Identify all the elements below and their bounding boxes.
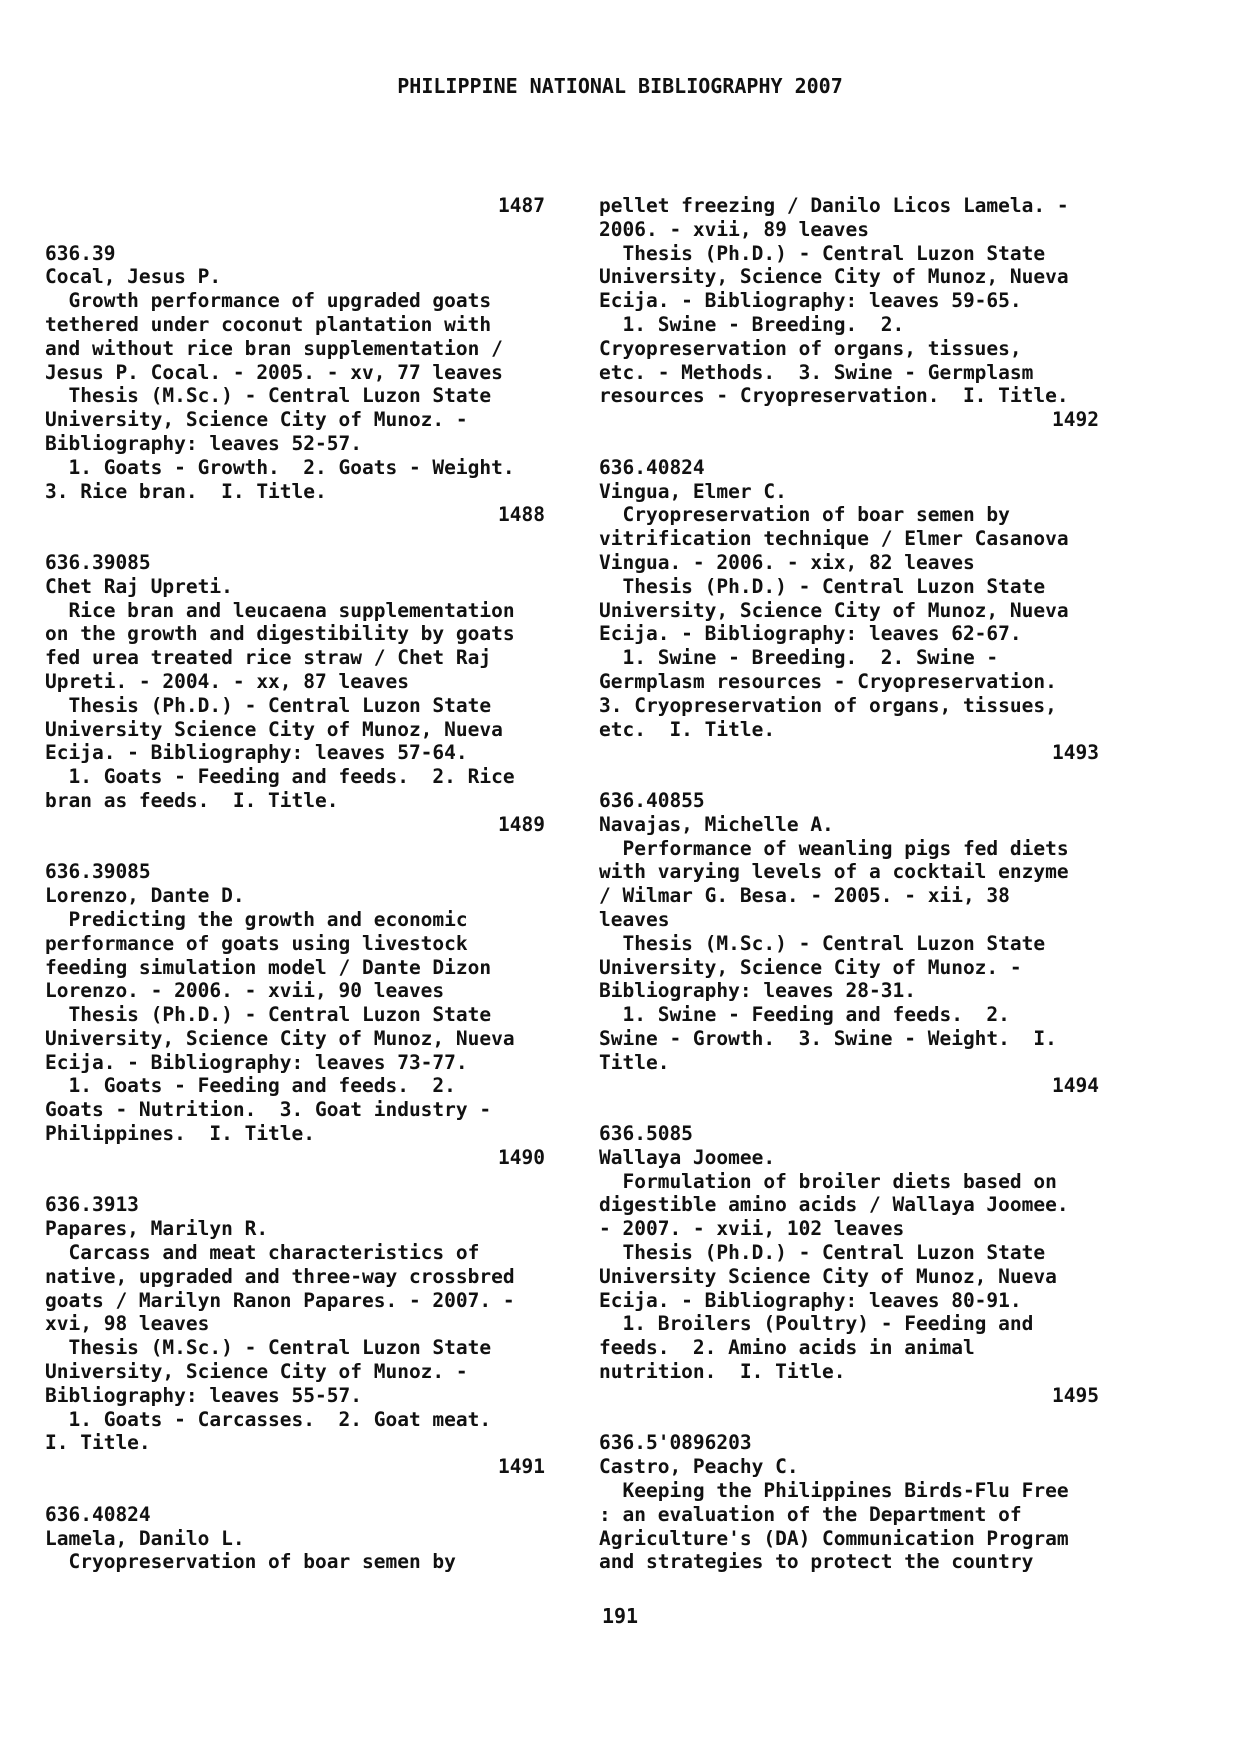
bibliography-line: Germplasm resources - Cryopreservation.: [599, 669, 1057, 693]
bibliography-line: Thesis (Ph.D.) - Central Luzon State: [599, 1241, 1046, 1265]
bibliography-line: 636.39: [45, 241, 116, 265]
bibliography-line: Chet Raj Upreti.: [45, 574, 233, 598]
bibliography-line: 636.40855: [599, 788, 705, 812]
entry-number: 1494: [1052, 1074, 1099, 1098]
bibliography-line: Thesis (Ph.D.) - Central Luzon State: [45, 1003, 492, 1027]
bibliography-line: Vingua. - 2006. - xix, 82 leaves: [599, 550, 975, 574]
bibliography-line: Thesis (M.Sc.) - Central Luzon State: [599, 931, 1046, 955]
bibliography-line: I. Title.: [45, 1431, 151, 1455]
bibliography-line: Thesis (Ph.D.) - Central Luzon State: [599, 241, 1046, 265]
bibliography-line: Upreti. - 2004. - xx, 87 leaves: [45, 669, 409, 693]
page-header: PHILIPPINE NATIONAL BIBLIOGRAPHY 2007: [397, 74, 843, 98]
bibliography-line: Predicting the growth and economic: [45, 907, 468, 931]
bibliography-line: Thesis (Ph.D.) - Central Luzon State: [599, 574, 1046, 598]
bibliography-line: Swine - Growth. 3. Swine - Weight. I.: [599, 1026, 1057, 1050]
bibliography-line: [45, 837, 545, 861]
bibliography-line: Title.: [599, 1050, 670, 1074]
bibliography-line: native, upgraded and three-way crossbred: [45, 1264, 515, 1288]
bibliography-line: 636.3913: [45, 1193, 139, 1217]
bibliography-line: 636.39085: [45, 550, 151, 574]
entry-number: 1489: [498, 812, 545, 836]
bibliography-line: Thesis (Ph.D.) - Central Luzon State: [45, 693, 492, 717]
bibliography-line: University, Science City of Munoz. -: [45, 408, 468, 432]
bibliography-line: University, Science City of Munoz. -: [45, 1360, 468, 1384]
bibliography-line: 636.40824: [599, 455, 705, 479]
bibliography-line: 636.5'0896203: [599, 1431, 752, 1455]
bibliography-line: [599, 1098, 1099, 1122]
bibliography-line: Cocal, Jesus P.: [45, 265, 222, 289]
bibliography-line: Bibliography: leaves 52-57.: [45, 431, 362, 455]
bibliography-line: on the growth and digestibility by goats: [45, 622, 515, 646]
bibliography-line: etc. - Methods. 3. Swine - Germplasm: [599, 360, 1034, 384]
bibliography-line: digestible amino acids / Wallaya Joomee.: [599, 1193, 1069, 1217]
bibliography-line: University, Science City of Munoz, Nueva: [45, 1026, 515, 1050]
bibliography-line: nutrition. I. Title.: [599, 1360, 846, 1384]
bibliography-line: Vingua, Elmer C.: [599, 479, 787, 503]
bibliography-line: tethered under coconut plantation with: [45, 312, 492, 336]
bibliography-line: Agriculture's (DA) Communication Program: [599, 1526, 1069, 1550]
entry-number: 1493: [1052, 741, 1099, 765]
bibliography-line: Jesus P. Cocal. - 2005. - xv, 77 leaves: [45, 360, 503, 384]
bibliography-line: [45, 1479, 545, 1503]
bibliography-line: [599, 765, 1099, 789]
bibliography-line: Philippines. I. Title.: [45, 1122, 316, 1146]
bibliography-line: 1. Goats - Carcasses. 2. Goat meat.: [45, 1407, 492, 1431]
bibliography-line: feeding simulation model / Dante Dizon: [45, 955, 492, 979]
bibliography-line: University Science City of Munoz, Nueva: [45, 717, 503, 741]
bibliography-line: Ecija. - Bibliography: leaves 59-65.: [599, 289, 1022, 313]
bibliography-line: Wallaya Joomee.: [599, 1145, 776, 1169]
bibliography-line: Goats - Nutrition. 3. Goat industry -: [45, 1098, 492, 1122]
bibliography-line: Cryopreservation of boar semen by: [45, 1550, 456, 1574]
bibliography-line: Thesis (M.Sc.) - Central Luzon State: [45, 384, 492, 408]
page-number: 191: [601, 1604, 639, 1628]
bibliography-line: 1. Goats - Feeding and feeds. 2.: [45, 1074, 456, 1098]
bibliography-line: vitrification technique / Elmer Casanova: [599, 527, 1069, 551]
bibliography-line: etc. I. Title.: [599, 717, 776, 741]
bibliography-line: bran as feeds. I. Title.: [45, 788, 339, 812]
bibliography-line: Ecija. - Bibliography: leaves 73-77.: [45, 1050, 468, 1074]
entry-number: 1495: [1052, 1383, 1099, 1407]
entry-number: 1487: [498, 194, 545, 217]
bibliography-line: Thesis (M.Sc.) - Central Luzon State: [45, 1336, 492, 1360]
bibliography-line: resources - Cryopreservation. I. Title.: [599, 384, 1069, 408]
bibliography-line: Growth performance of upgraded goats: [45, 289, 492, 313]
entry-number: 1488: [498, 503, 545, 527]
bibliography-line: fed urea treated rice straw / Chet Raj: [45, 646, 492, 670]
bibliography-line: Formulation of broiler diets based on: [599, 1169, 1057, 1193]
bibliography-line: 1. Broilers (Poultry) - Feeding and: [599, 1312, 1034, 1336]
bibliography-line: Ecija. - Bibliography: leaves 80-91.: [599, 1288, 1022, 1312]
bibliography-line: 1. Goats - Feeding and feeds. 2. Rice: [45, 765, 515, 789]
entry-number: 1490: [498, 1145, 545, 1169]
bibliography-line: University, Science City of Munoz. -: [599, 955, 1022, 979]
bibliography-line: Lamela, Danilo L.: [45, 1526, 245, 1550]
bibliography-line: 1. Swine - Breeding. 2. Swine -: [599, 646, 999, 670]
bibliography-line: Ecija. - Bibliography: leaves 57-64.: [45, 741, 468, 765]
bibliography-line: University, Science City of Munoz, Nueva: [599, 598, 1069, 622]
bibliography-line: / Wilmar G. Besa. - 2005. - xii, 38: [599, 884, 1010, 908]
bibliography-line: pellet freezing / Danilo Licos Lamela. -: [599, 194, 1069, 217]
bibliography-line: feeds. 2. Amino acids in animal: [599, 1336, 975, 1360]
bibliography-line: Papares, Marilyn R.: [45, 1217, 269, 1241]
bibliography-line: 636.39085: [45, 860, 151, 884]
bibliography-line: with varying levels of a cocktail enzyme: [599, 860, 1069, 884]
bibliography-line: 2006. - xvii, 89 leaves: [599, 217, 870, 241]
bibliography-line: [45, 527, 545, 551]
bibliography-line: Cryopreservation of organs, tissues,: [599, 336, 1022, 360]
bibliography-line: University, Science City of Munoz, Nueva: [599, 265, 1069, 289]
bibliography-line: 636.5085: [599, 1122, 693, 1146]
bibliography-line: goats / Marilyn Ranon Papares. - 2007. -: [45, 1288, 515, 1312]
bibliography-line: 1. Swine - Feeding and feeds. 2.: [599, 1003, 1010, 1027]
bibliography-line: and strategies to protect the country: [599, 1550, 1034, 1574]
bibliography-line: University Science City of Munoz, Nueva: [599, 1264, 1057, 1288]
bibliography-line: Keeping the Philippines Birds-Flu Free: [599, 1479, 1069, 1503]
entry-number: 1492: [1052, 408, 1099, 432]
bibliography-line: Ecija. - Bibliography: leaves 62-67.: [599, 622, 1022, 646]
bibliography-line: [45, 1170, 545, 1194]
bibliography-line: Lorenzo. - 2006. - xvii, 90 leaves: [45, 979, 445, 1003]
right-column: [599, 194, 1099, 1574]
bibliography-line: Performance of weanling pigs fed diets: [599, 836, 1069, 860]
bibliography-line: Bibliography: leaves 28-31.: [599, 979, 916, 1003]
bibliography-line: 3. Rice bran. I. Title.: [45, 479, 327, 503]
bibliography-line: performance of goats using livestock: [45, 931, 468, 955]
bibliography-line: 1. Swine - Breeding. 2.: [599, 312, 905, 336]
bibliography-line: [599, 1408, 1099, 1432]
bibliography-line: Lorenzo, Dante D.: [45, 884, 245, 908]
bibliography-line: Castro, Peachy C.: [599, 1455, 799, 1479]
bibliography-line: Bibliography: leaves 55-57.: [45, 1383, 362, 1407]
bibliography-line: xvi, 98 leaves: [45, 1312, 210, 1336]
bibliography-line: - 2007. - xvii, 102 leaves: [599, 1217, 905, 1241]
bibliography-line: leaves: [599, 907, 670, 931]
left-column: [45, 194, 545, 1574]
bibliography-line: Rice bran and leucaena supplementation: [45, 598, 515, 622]
bibliography-line: 636.40824: [45, 1502, 151, 1526]
entry-number: 1491: [498, 1455, 545, 1479]
bibliography-line: Navajas, Michelle A.: [599, 812, 834, 836]
bibliography-line: 1. Goats - Growth. 2. Goats - Weight.: [45, 455, 515, 479]
bibliography-line: [599, 432, 1099, 456]
bibliography-line: Cryopreservation of boar semen by: [599, 503, 1010, 527]
bibliography-line: [45, 218, 545, 242]
bibliography-line: 3. Cryopreservation of organs, tissues,: [599, 693, 1057, 717]
bibliography-line: : an evaluation of the Department of: [599, 1502, 1022, 1526]
bibliography-line: and without rice bran supplementation /: [45, 336, 503, 360]
bibliography-line: Carcass and meat characteristics of: [45, 1241, 480, 1265]
